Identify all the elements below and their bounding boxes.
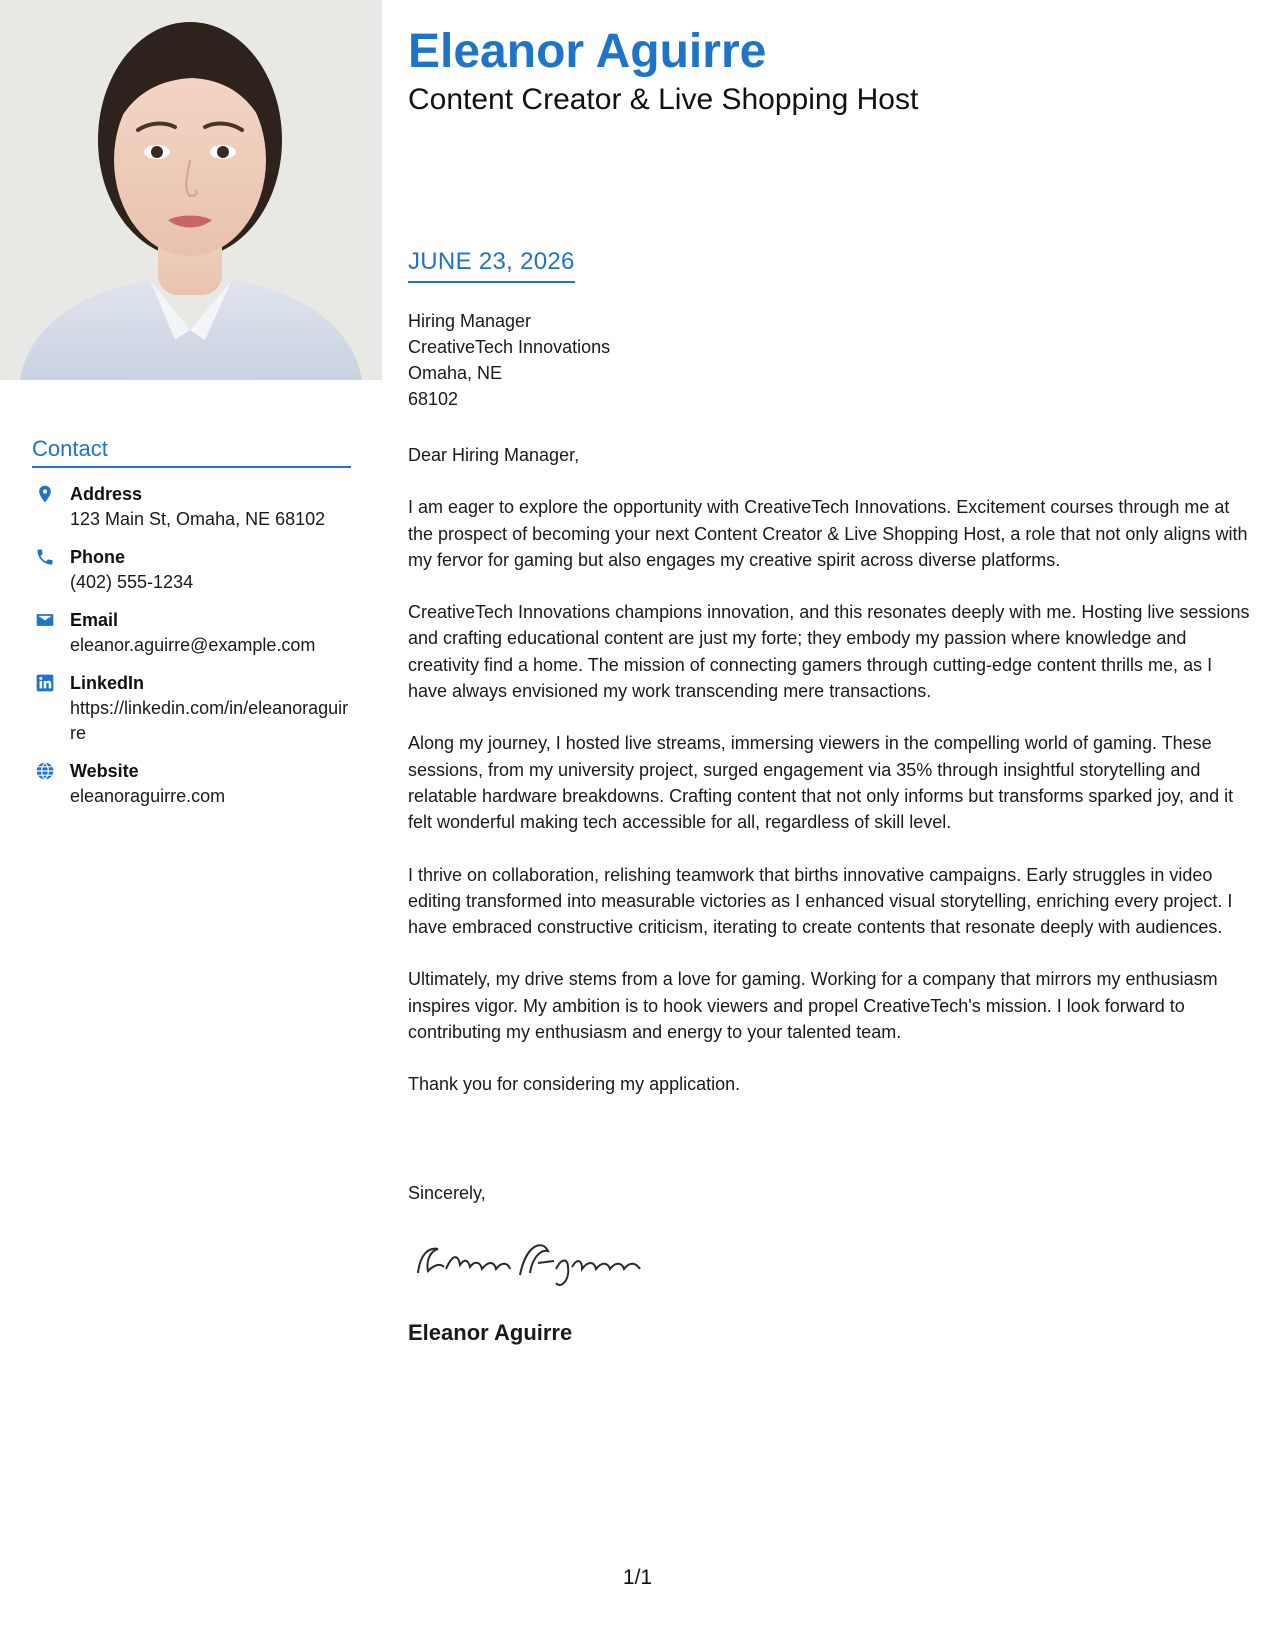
contact-value-linkedin: https://linkedin.com/in/eleanoraguirre [70,698,349,743]
letter-date: JUNE 23, 2026 [408,248,575,283]
linkedin-icon [32,671,70,693]
page-number: 1/1 [622,1566,653,1589]
letter-paragraph: Thank you for considering my application. [408,1074,741,1095]
contact-label: Phone [70,547,126,567]
recipient-zip: 68102 [408,389,459,409]
signature-image [410,1225,670,1295]
letter-body [408,442,1253,1124]
contact-item-phone [32,545,351,595]
contact-label: LinkedIn [70,673,145,693]
contact-value-address: 123 Main St, Omaha, NE 68102 [70,509,326,529]
letter-paragraph: CreativeTech Innovations champions innovation, and this resonates deeply with me. Hosting live sessions and crafting educational content are just my forte; they embody my passion where knowledge and creativity find a home. The mission of connecting gamers through cutting-edge content thrills me, as I have always envisioned my work transcending mere transactions. [408,602,1250,702]
letter-date-block [408,248,575,283]
contact-label: Address [70,484,143,504]
candidate-name: Eleanor Aguirre [408,25,767,78]
contact-label: Email [70,610,119,630]
contact-value-phone: (402) 555-1234 [70,572,194,592]
letter-paragraph: I am eager to explore the opportunity with CreativeTech Innovations. Excitement courses through me at the prospect of becoming your next Content Creator & Live Shopping Host, a role that not only aligns with my fervor for gaming but also engages my creative spirit across diverse platforms. [408,497,1248,570]
contact-heading: Contact [32,436,351,468]
recipient-city: Omaha, NE [408,363,503,383]
phone-icon [32,545,70,567]
portrait-photo [0,0,382,380]
closing: Sincerely, [408,1183,486,1203]
letter-paragraph: I thrive on collaboration, relishing teamwork that births innovative campaigns. Early struggles in video editing transformed into measurable victories as I enhanced visual storytelling, enriching every project. I have embraced constructive criticism, iterating to create contents that resonate deeply with audiences. [408,864,1233,938]
contact-sidebar [32,436,351,822]
contact-label: Website [70,761,139,781]
salutation: Dear Hiring Manager, [408,445,580,465]
contact-value-website: eleanoraguirre.com [70,786,226,806]
profile-photo [0,0,382,380]
signer-name: Eleanor Aguirre [408,1320,573,1345]
candidate-role: Content Creator & Live Shopping Host [408,83,919,116]
email-icon [32,608,70,630]
recipient-title: Hiring Manager [408,311,532,331]
contact-list [32,482,351,809]
location-pin-icon [32,482,70,504]
contact-item-website [32,759,351,809]
recipient-company: CreativeTech Innovations [408,337,611,357]
letter-paragraph: Ultimately, my drive stems from a love for gaming. Working for a company that mirrors my enthusiasm inspires vigor. My ambition is to hook viewers and propel CreativeTech's mission. I look forward to contributing my enthusiasm and energy to your talented team. [408,969,1218,1043]
letter-paragraph: Along my journey, I hosted live streams, immersing viewers in the compelling world of gaming. These sessions, from my university project, surged engagement via 35% through insightful storytelling and relatable hardware breakdowns. Crafting content that not only informs but transforms sparked joy, and it felt wonderful making tech accessible for all, regardless of skill level. [408,733,1234,833]
recipient-block [408,308,610,412]
contact-value-email: eleanor.aguirre@example.com [70,635,316,655]
signature-icon [410,1225,670,1295]
contact-item-email [32,608,351,658]
letter-header [408,22,1253,118]
contact-item-linkedin [32,671,351,746]
contact-item-address [32,482,351,532]
globe-icon [32,759,70,781]
